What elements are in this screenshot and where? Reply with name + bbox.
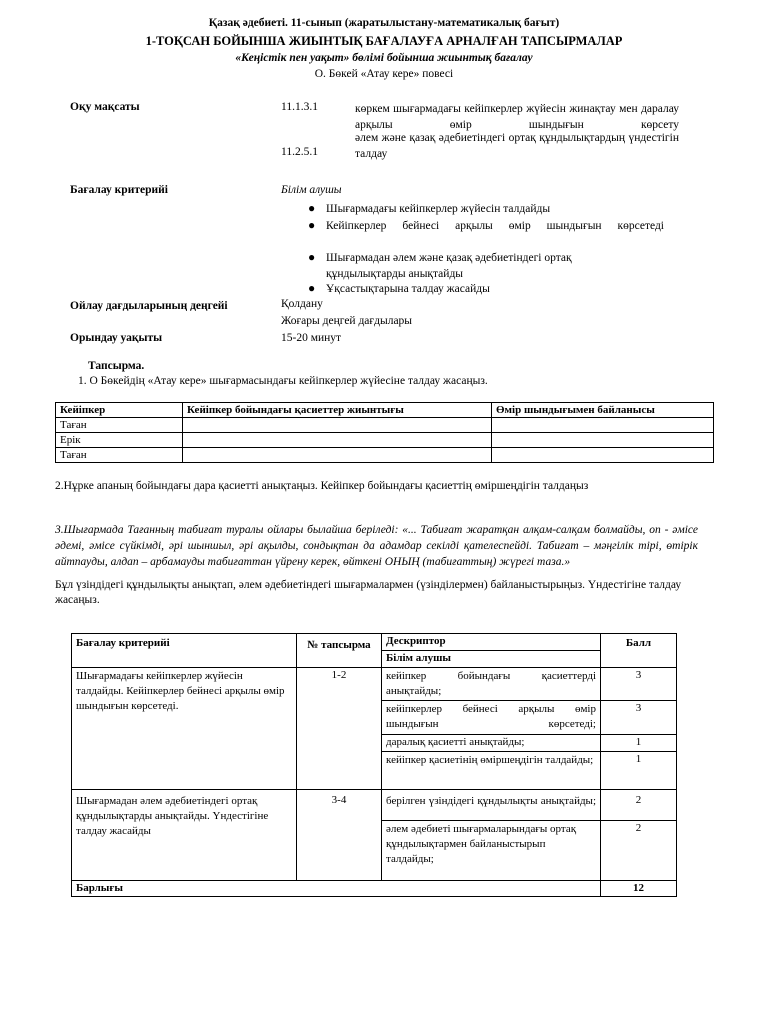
rubric-task-no-cell: 1-2: [297, 668, 382, 790]
rubric-score-cell: 3: [601, 668, 677, 701]
objective-code-2: 11.2.5.1: [281, 146, 318, 158]
doc-section-subtitle: «Кеңістік пен уақыт» бөлімі бойынша жиынтық бағалау: [235, 52, 533, 64]
task-question-3-instruction: Бұл үзіндідегі құндылықты анықтап, әлем әдебиетіндегі шығармалармен (үзінділермен) байланыстырыңыз. Үндестігіне талдау жасаңыз.: [55, 579, 682, 606]
table-cell: Таған: [56, 448, 183, 463]
task-question-3-quote: 3.Шығармада Тағанның табиғат туралы ойлары былайша беріледі: «... Табиғат жаратқан алқам-салқам болмайды, оп - әмісе әдемі, әмісе сүйкімді, әрі шыншыл, әрі ақылды, сондықтан да адамдар секілді қателеспейді. Табиғат – мәңгілік тірі, өтірік айтпауды, алдап – арбамауды табиғаттан үйрену керек, өйткені ОНЫҢ (табиғаттың) жүрегі таза.»: [55, 524, 698, 568]
criteria-item: ● Шығармадан әлем және қазақ әдебиетіндегі ортақ құндылықтарды анықтайды: [308, 250, 572, 280]
bullet-icon: ●: [308, 250, 316, 264]
doc-title: 1-ТОҚСАН БОЙЫНША ЖИЫНТЫҚ БАҒАЛАУҒА АРНАЛҒАН ТАПСЫРМАЛАР: [145, 34, 623, 48]
task-question-1: 1. О Бөкейдің «Атау кере» шығармасындағы кейіпкерлер жүйесіне талдау жасаңыз.: [78, 375, 488, 387]
rubric-descriptor-cell: даралық қасиетті анықтайды;: [382, 735, 601, 752]
rubric-criteria-cell: Шығармадан әлем әдебиетіндегі ортақ құндылықтарды анықтайды. Үндестігіне талдау жасайды: [72, 790, 297, 881]
doc-subject-line: Қазақ әдебиеті. 11-сынып (жаратылыстану-математикалық бағыт): [208, 17, 560, 29]
table-row: [72, 881, 677, 897]
criteria-item: ● Кейіпкерлер бейнесі арқылы өмір шындығын көрсетеді: [308, 218, 664, 232]
table-cell: Ерік: [56, 433, 183, 448]
time-value: 15-20 минут: [281, 332, 342, 344]
time-label: Орындау уақыты: [70, 332, 163, 344]
rubric-total-value: 12: [601, 881, 677, 897]
thinking-level-value-2: Жоғары деңгей дағдылары: [281, 315, 413, 327]
table-row: [56, 433, 714, 448]
doc-work-title: О. Бөкей «Атау кере» повесі: [314, 68, 454, 80]
table-cell: [183, 448, 492, 463]
rubric-descriptor-cell: кейіпкер бойындағы қасиеттерді анықтайды;: [382, 668, 601, 701]
objective-text-2: әлем және қазақ әдебиетіндегі ортақ құндылықтардың үндестігін талдау: [355, 132, 679, 160]
table-row: [56, 448, 714, 463]
rubric-total-label: Барлығы: [72, 881, 601, 897]
table-cell: [183, 433, 492, 448]
table-cell: Таған: [56, 418, 183, 433]
thinking-level-label: Ойлау дағдыларының деңгейі: [70, 300, 228, 312]
table-cell: [492, 418, 714, 433]
rubric-header-score: Балл: [601, 634, 677, 668]
criteria-item: ● Шығармадағы кейіпкерлер жүйесін талдайды: [308, 201, 551, 215]
rubric-header-learner: Білім алушы: [382, 651, 601, 668]
criteria-learner: Білім алушы: [281, 184, 342, 196]
bullet-icon: ●: [308, 218, 316, 232]
objective-code-1: 11.1.3.1: [281, 101, 318, 113]
table-row: [56, 418, 714, 433]
task-heading: Тапсырма.: [88, 360, 145, 372]
table-row: [72, 668, 677, 701]
rubric-header-task-no: № тапсырма: [297, 634, 382, 668]
rubric-score-cell: 2: [601, 790, 677, 821]
rubric-score-cell: 3: [601, 701, 677, 735]
rubric-descriptor-cell: кейіпкерлер бейнесі арқылы өмір шындығын көрсетеді;: [382, 701, 601, 735]
table-header: Өмір шындығымен байланысы: [492, 403, 714, 418]
rubric-header-descriptor: Дескриптор: [382, 634, 601, 651]
rubric-score-cell: 1: [601, 752, 677, 790]
rubric-task-no-cell: 3-4: [297, 790, 382, 881]
table-cell: [492, 433, 714, 448]
bullet-icon: ●: [308, 281, 316, 295]
objective-text-1: көркем шығармадағы кейіпкерлер жүйесін жинақтау мен даралау арқылы өмір шындығын көрсету: [355, 103, 679, 131]
task-question-2: 2.Нұрке апаның бойындағы дара қасиетті анықтаңыз. Кейіпкер бойындағы қасиеттің өміршеңдігін талдаңыз: [55, 480, 589, 492]
table-header: Кейіпкер бойындағы қасиеттер жиынтығы: [183, 403, 492, 418]
rubric-table: [71, 633, 677, 897]
rubric-descriptor-cell: берілген үзіндідегі құндылықты анықтайды;: [382, 790, 601, 821]
table-cell: [183, 418, 492, 433]
bullet-icon: ●: [308, 201, 316, 215]
rubric-criteria-cell: Шығармадағы кейіпкерлер жүйесін талдайды. Кейіпкерлер бейнесі арқылы өмір шындығын көрсетеді.: [72, 668, 297, 790]
rubric-descriptor-cell: кейіпкер қасиетінің өміршеңдігін талдайды;: [382, 752, 601, 790]
table-row: [72, 790, 677, 821]
rubric-score-cell: 1: [601, 735, 677, 752]
rubric-score-cell: 2: [601, 821, 677, 881]
character-table: [55, 402, 714, 463]
objective-label: Оқу мақсаты: [70, 101, 140, 113]
criteria-label: Бағалау критерийі: [70, 184, 168, 196]
criteria-item: ● Ұқсастықтарына талдау жасайды: [308, 281, 490, 295]
table-cell: [492, 448, 714, 463]
table-header: Кейіпкер: [56, 403, 183, 418]
thinking-level-value-1: Қолдану: [281, 298, 323, 310]
rubric-descriptor-cell: әлем әдебиеті шығармаларындағы ортақ құндылықтармен байланыстырып талдайды;: [382, 821, 601, 881]
rubric-header-criteria: Бағалау критерийі: [72, 634, 297, 668]
